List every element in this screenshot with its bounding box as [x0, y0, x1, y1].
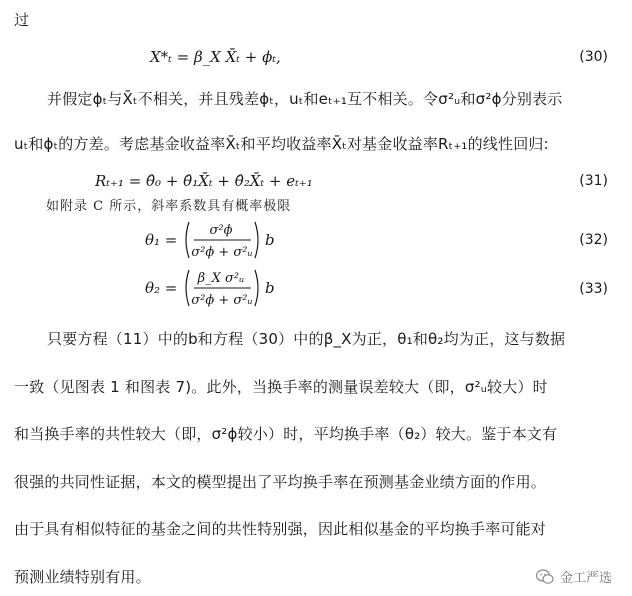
- right-paren: [255, 222, 258, 258]
- conclusion-line-3: 和当换手率的共性较大（即，σ²ϕ较小）时，平均换手率（θ₂）较大。鉴于本文有: [14, 425, 558, 443]
- equation-30-number: (30): [579, 49, 608, 65]
- appendix-note: 如附录 C 所示，斜率系数具有概率极限: [46, 199, 292, 214]
- equation-32-numerator: σ²ϕ: [209, 223, 233, 238]
- equation-30: X*ₜ = β_X X̄ₜ + ϕₜ,: [150, 48, 281, 66]
- watermark-text: 金工严选: [559, 571, 612, 586]
- equation-32-lhs: θ₁ =: [145, 231, 178, 249]
- equation-33-svg: [145, 262, 285, 314]
- equation-32-denominator: σ²ϕ + σ²ᵤ: [191, 245, 253, 260]
- left-paren: [186, 222, 189, 258]
- conclusion-line-2: 一致（见图表 1 和图表 7)。此外，当换手率的测量误差较大（即，σ²ᵤ较大）时: [14, 378, 548, 396]
- equation-32-tail: b: [265, 231, 275, 249]
- intro-text: 过: [14, 11, 30, 29]
- assumption-line-2: uₜ和ϕₜ的方差。考虑基金收益率X̄ₜ和平均收益率X̄ₜ对基金收益率Rₜ₊₁的线性回归:: [14, 135, 549, 153]
- equation-31-number: (31): [579, 173, 608, 189]
- equation-33: [145, 262, 285, 312]
- equation-33-numerator: β_X σ²ᵤ: [197, 271, 245, 286]
- equation-32-number: (32): [579, 232, 608, 248]
- conclusion-line-4: 很强的共同性证据，本文的模型提出了平均换手率在预测基金业绩方面的作用。: [14, 473, 547, 491]
- equation-33-number: (33): [579, 281, 608, 297]
- equation-31: Rₜ₊₁ = θ̂₀ + θ̂₁X̄ₜ + θ̂₂X̄ₜ + eₜ₊₁: [95, 172, 313, 190]
- left-paren: [186, 270, 189, 306]
- right-paren: [255, 270, 258, 306]
- wechat-icon: [536, 569, 554, 585]
- equation-33-lhs: θ₂ =: [145, 279, 178, 297]
- conclusion-line-6: 预测业绩特别有用。: [14, 568, 151, 586]
- assumption-line-1: 并假定ϕₜ与X̄ₜ不相关，并且残差ϕₜ，uₜ和eₜ₊₁互不相关。令σ²ᵤ和σ²ϕ分别表示: [47, 90, 563, 108]
- equation-33-denominator: σ²ϕ + σ²ᵤ: [191, 293, 253, 308]
- conclusion-line-1: 只要方程（11）中的b和方程（30）中的β_X为正，θ₁和θ₂均为正，这与数据: [47, 330, 566, 348]
- equation-32-svg: [145, 214, 285, 266]
- conclusion-line-5: 由于具有相似特征的基金之间的共性特别强，因此相似基金的平均换手率可能对: [14, 520, 547, 538]
- equation-33-tail: b: [265, 279, 275, 297]
- watermark: [536, 567, 612, 586]
- equation-32: [145, 214, 285, 264]
